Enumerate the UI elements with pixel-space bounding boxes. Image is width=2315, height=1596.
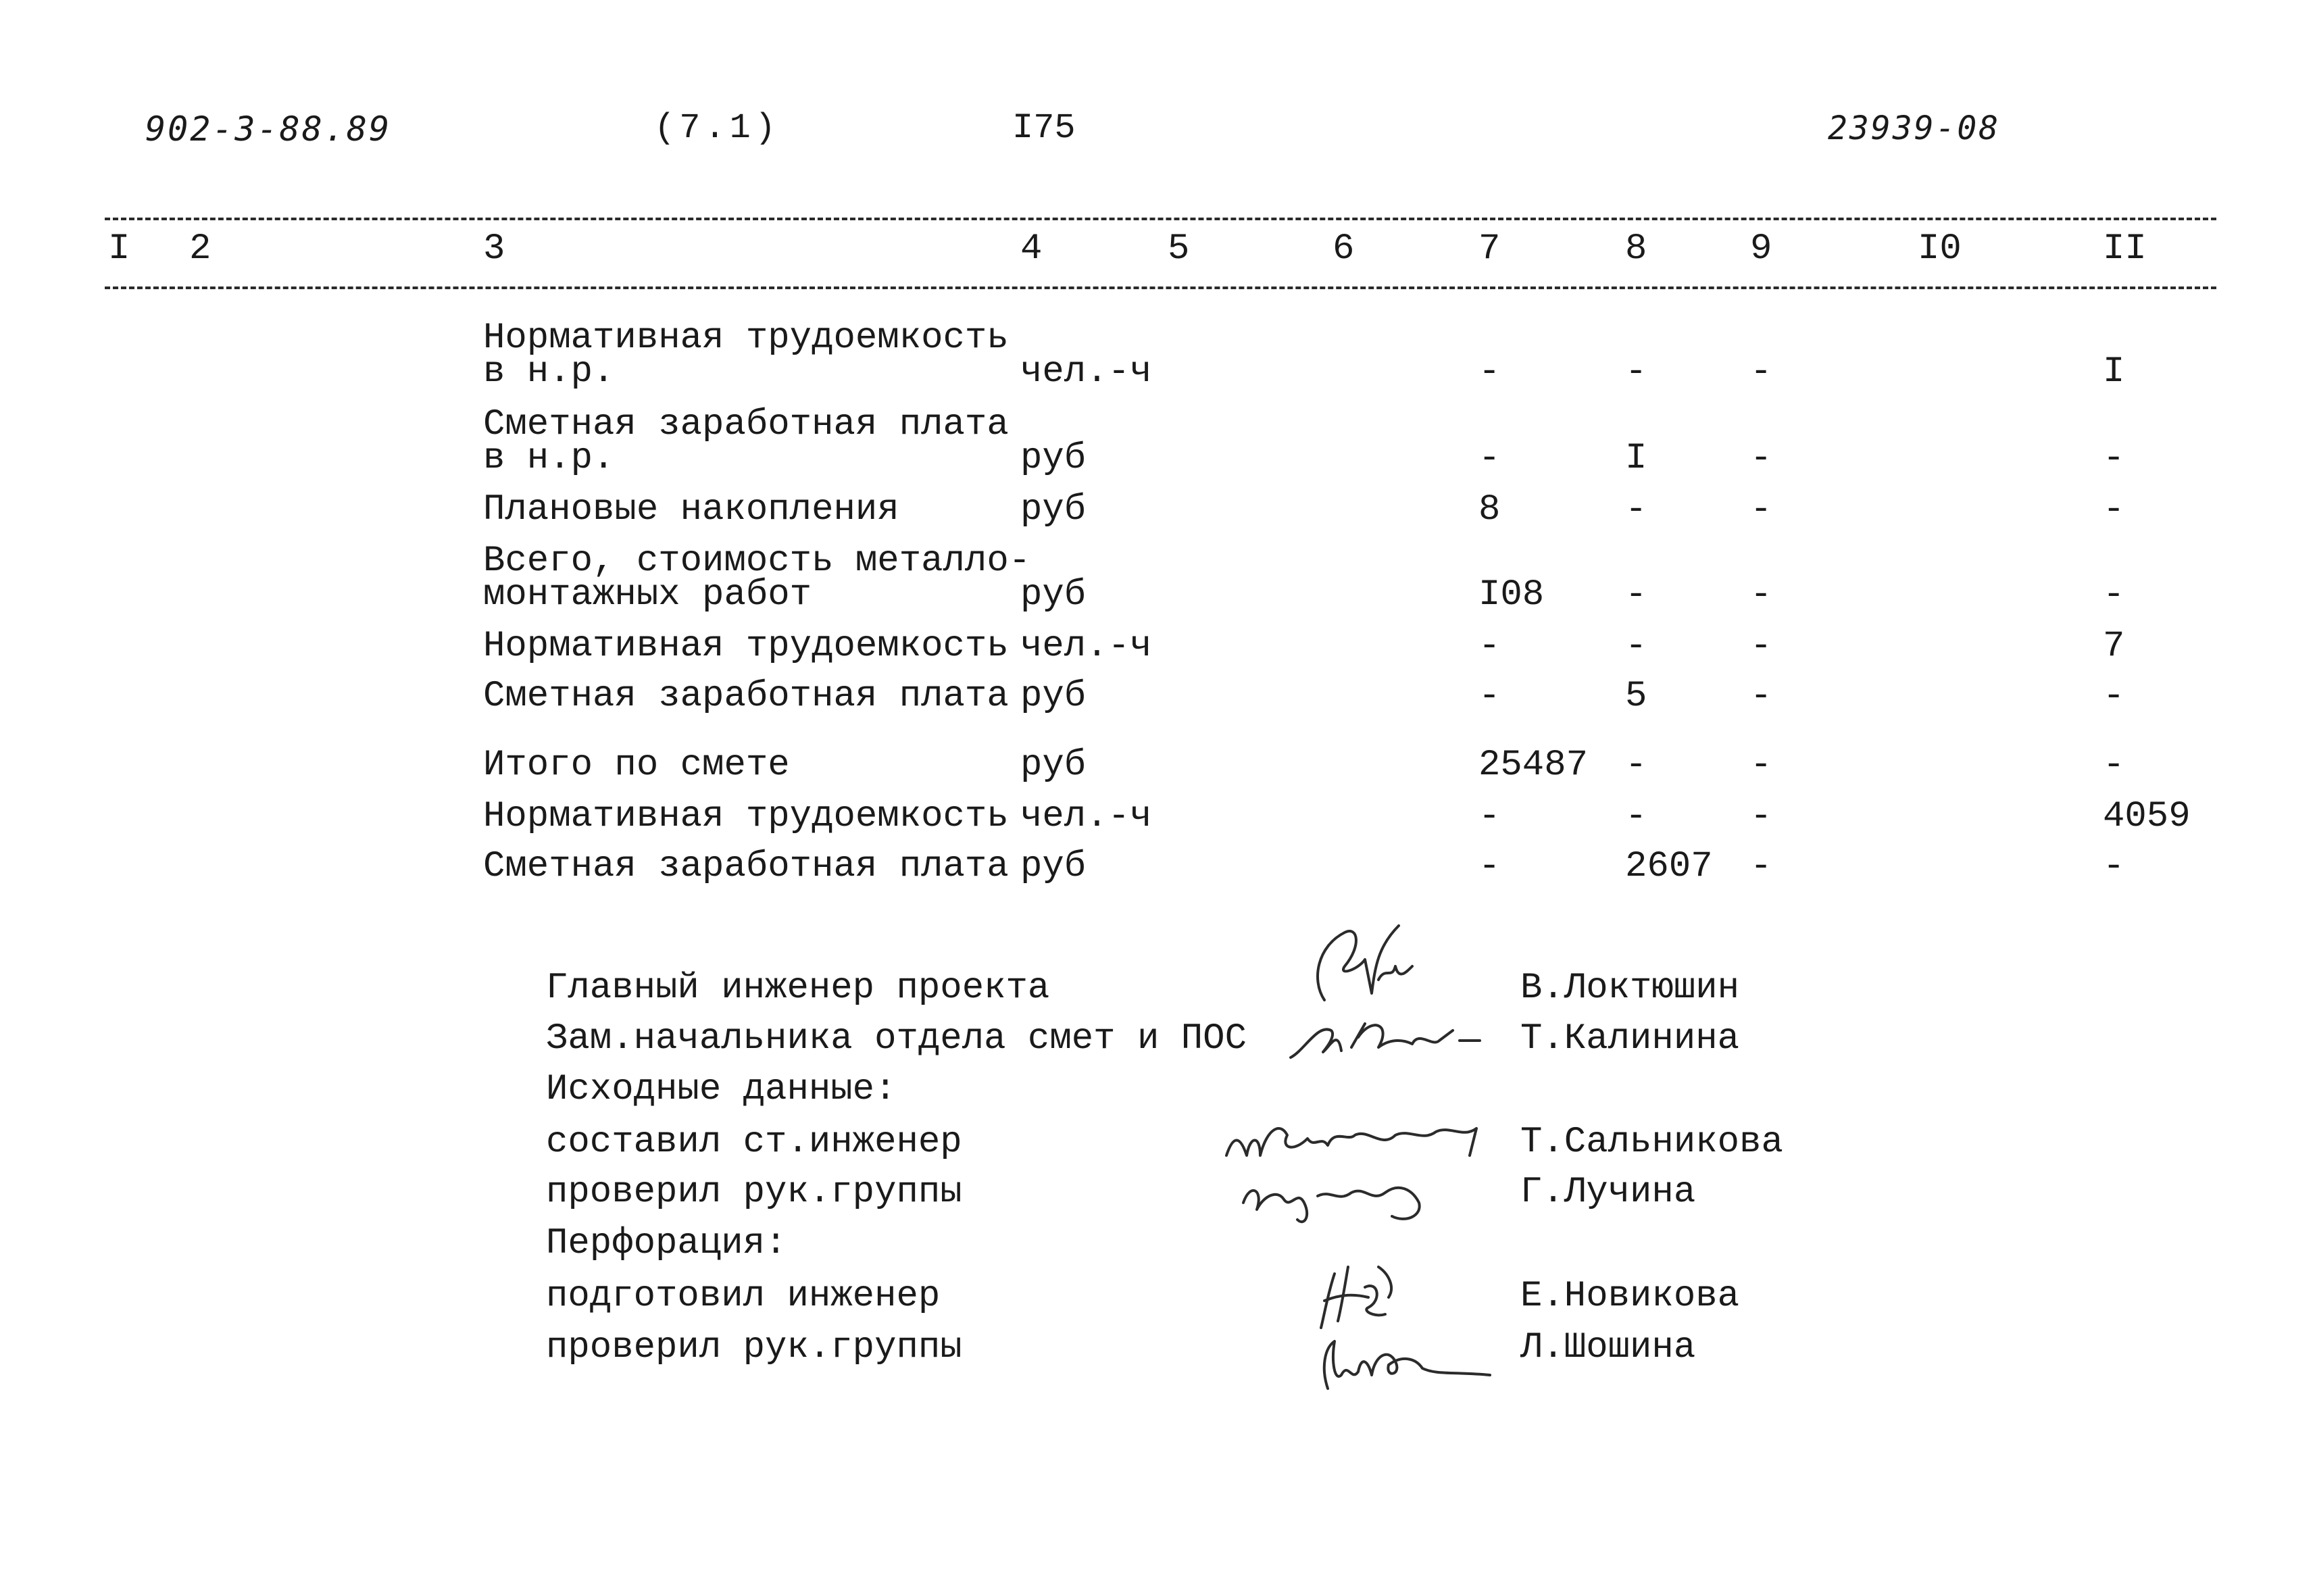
signature-section-heading: Перфорация: [546, 1223, 787, 1264]
row-col9: - [1750, 574, 1772, 616]
handwritten-signature-luchina [1237, 1162, 1439, 1230]
row-unit: руб [1020, 846, 1087, 887]
handwritten-signature-shoshina [1314, 1321, 1503, 1402]
row-col11: - [2103, 745, 2125, 786]
signature-person: В.Локтюшин [1520, 968, 1740, 1009]
col-6: 6 [1333, 228, 1355, 270]
row-name: Сметная заработная плата [483, 676, 1009, 717]
row-col7: - [1478, 676, 1501, 717]
row-name: Плановые накопления [483, 489, 899, 530]
handwritten-signature-kalinina [1277, 1010, 1493, 1071]
row-col9: - [1750, 796, 1772, 837]
row-col7: 8 [1478, 489, 1501, 530]
row-name-cont: монтажных работ [483, 574, 812, 616]
signature-role: Главный инженер проекта [546, 968, 1050, 1009]
signature-role: проверил рук.группы [546, 1327, 962, 1368]
row-col8: 2607 [1625, 846, 1713, 887]
row-col8: - [1625, 574, 1647, 616]
row-col8: - [1625, 351, 1647, 393]
row-col9: - [1750, 351, 1772, 393]
handwritten-signature-salnikova [1220, 1108, 1490, 1169]
col-9: 9 [1750, 228, 1772, 270]
col-4: 4 [1020, 228, 1043, 270]
signature-role: подготовил инженер [546, 1276, 941, 1317]
row-col9: - [1750, 438, 1772, 479]
row-col8: 5 [1625, 676, 1647, 717]
row-name-cont: в н.р. [483, 438, 615, 479]
row-col9: - [1750, 846, 1772, 887]
row-name: Всего, стоимость металло- [483, 541, 1031, 582]
row-col8: - [1625, 489, 1647, 530]
handwritten-signature-loktyushin [1297, 919, 1433, 1020]
row-col8: - [1625, 796, 1647, 837]
row-name: Итого по смете [483, 745, 790, 786]
row-col9: - [1750, 676, 1772, 717]
signature-role: проверил рук.группы [546, 1172, 962, 1213]
signature-person: Т.Сальникова [1520, 1122, 1783, 1163]
col-2: 2 [189, 228, 211, 270]
col-11: II [2103, 228, 2147, 270]
signature-section-heading: Исходные данные: [546, 1069, 897, 1110]
signature-role: составил ст.инженер [546, 1122, 962, 1163]
row-unit: чел.-ч [1020, 796, 1152, 837]
document-code: 902-3-88.89 [145, 109, 392, 149]
row-col7: - [1478, 438, 1501, 479]
row-col8: - [1625, 626, 1647, 667]
row-name: Нормативная трудоемкость [483, 626, 1009, 667]
section-number: (7.1) [654, 108, 780, 148]
col-8: 8 [1625, 228, 1647, 270]
row-col9: - [1750, 489, 1772, 530]
row-col8: - [1625, 745, 1647, 786]
header-top-rule [105, 218, 2216, 220]
col-10: I0 [1918, 228, 1962, 270]
row-col7: - [1478, 351, 1501, 393]
row-col7: - [1478, 626, 1501, 667]
col-7: 7 [1478, 228, 1501, 270]
page-number: I75 [1012, 108, 1076, 148]
row-col11: 4059 [2103, 796, 2191, 837]
row-col7: 25487 [1478, 745, 1589, 786]
signature-role: Зам.начальника отдела смет и ПОС [546, 1018, 1247, 1059]
row-unit: чел.-ч [1020, 351, 1152, 393]
row-col8: I [1625, 438, 1647, 479]
row-col11: I [2103, 351, 2125, 393]
signature-person: Г.Лучина [1520, 1172, 1696, 1213]
row-unit: руб [1020, 574, 1087, 616]
row-unit: руб [1020, 745, 1087, 786]
row-name: Сметная заработная плата [483, 846, 1009, 887]
row-unit: руб [1020, 438, 1087, 479]
row-col11: 7 [2103, 626, 2125, 667]
row-col9: - [1750, 626, 1772, 667]
row-col7: I08 [1478, 574, 1545, 616]
signature-person: Т.Калинина [1520, 1018, 1740, 1059]
signature-person: Е.Новикова [1520, 1276, 1740, 1317]
col-3: 3 [483, 228, 505, 270]
col-5: 5 [1168, 228, 1190, 270]
row-col9: - [1750, 745, 1772, 786]
row-unit: чел.-ч [1020, 626, 1152, 667]
row-col11: - [2103, 489, 2125, 530]
row-col7: - [1478, 796, 1501, 837]
row-col11: - [2103, 846, 2125, 887]
signature-person: Л.Шошина [1520, 1327, 1696, 1368]
row-col7: - [1478, 846, 1501, 887]
row-name: Нормативная трудоемкость [483, 796, 1009, 837]
header-bottom-rule [105, 286, 2216, 289]
row-unit: руб [1020, 489, 1087, 530]
row-unit: руб [1020, 676, 1087, 717]
row-name-cont: в н.р. [483, 351, 615, 393]
row-col11: - [2103, 574, 2125, 616]
row-name: Сметная заработная плата [483, 404, 1009, 445]
row-col11: - [2103, 676, 2125, 717]
row-col11: - [2103, 438, 2125, 479]
row-name: Нормативная трудоемкость [483, 318, 1009, 359]
col-1: I [108, 228, 130, 270]
archive-number: 23939-08 [1828, 109, 2001, 147]
